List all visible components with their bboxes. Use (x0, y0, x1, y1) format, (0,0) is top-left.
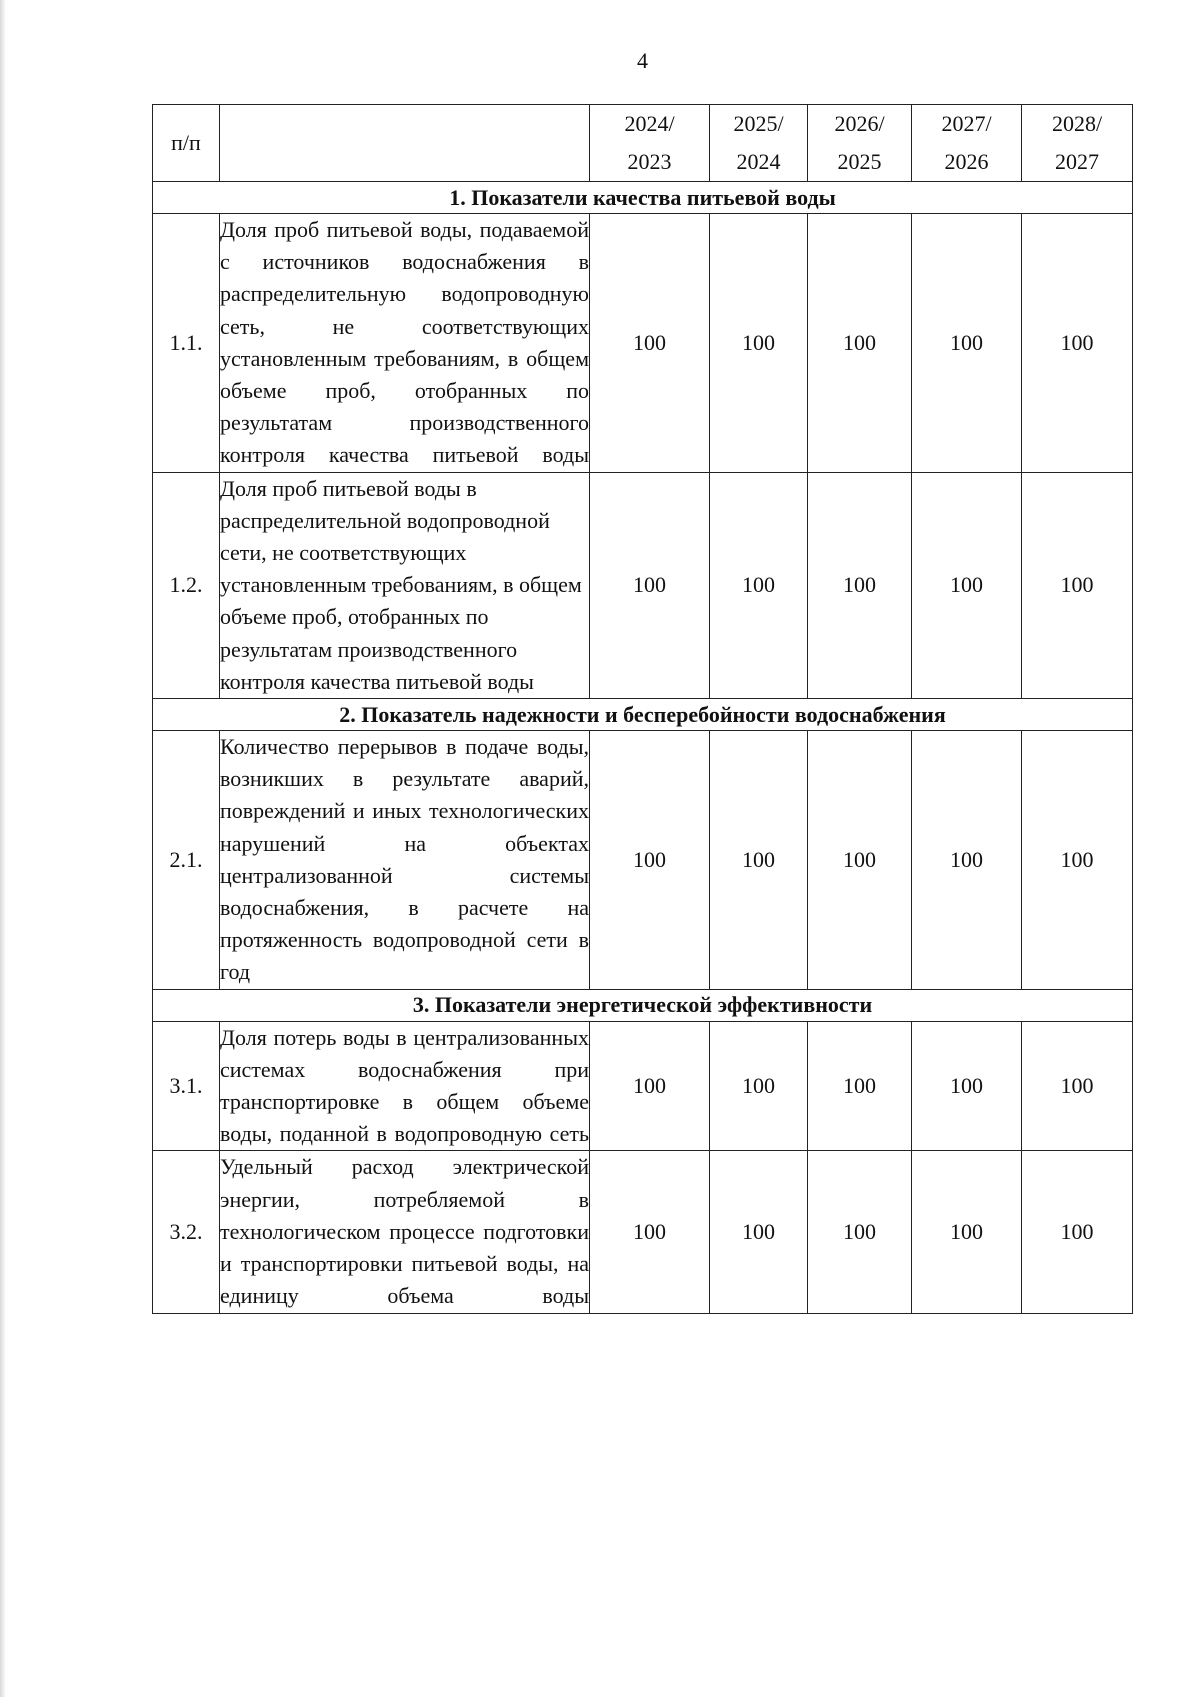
header-year: 2025/ 2024 (710, 105, 808, 182)
row-number: 1.2. (153, 472, 220, 698)
row-value: 100 (1022, 731, 1133, 990)
header-year: 2027/ 2026 (912, 105, 1022, 182)
section-heading: 2. Показатель надежности и бесперебойности водоснабжения (153, 699, 1133, 731)
header-name (220, 105, 590, 182)
row-name: Количество перерывов в подаче воды, возникших в результате аварий, повреждений и иных технологических нарушений на объектах централизованной системы водоснабжения, в расчете на протяженность водопроводной сети в год (220, 731, 590, 990)
row-name: Доля проб питьевой воды, подаваемой с источников водоснабжения в распределительную водопроводную сеть, не соответствующих установленным требованиям, в общем объеме проб, отобранных по результатам производственного контроля качества питьевой воды (220, 214, 590, 473)
header-year: 2028/ 2027 (1022, 105, 1133, 182)
row-value: 100 (590, 1021, 710, 1151)
section-heading: 1. Показатели качества питьевой воды (153, 182, 1133, 214)
table-row (153, 214, 1133, 473)
row-value: 100 (1022, 472, 1133, 698)
row-number: 3.2. (153, 1151, 220, 1313)
header-year: 2026/ 2025 (808, 105, 912, 182)
header-year: 2024/ 2023 (590, 105, 710, 182)
row-value: 100 (912, 214, 1022, 473)
row-value: 100 (590, 731, 710, 990)
row-number: 3.1. (153, 1021, 220, 1151)
row-value: 100 (1022, 1021, 1133, 1151)
row-number: 1.1. (153, 214, 220, 473)
row-value: 100 (590, 214, 710, 473)
row-value: 100 (710, 731, 808, 990)
row-value: 100 (808, 472, 912, 698)
page-number: 4 (637, 48, 648, 73)
scan-edge (0, 0, 6, 1697)
table-row (153, 1021, 1133, 1151)
row-value: 100 (808, 214, 912, 473)
table-row (153, 472, 1133, 698)
row-value: 100 (912, 731, 1022, 990)
header-num: п/п (153, 105, 220, 182)
row-value: 100 (1022, 1151, 1133, 1313)
row-value: 100 (912, 472, 1022, 698)
row-name: Доля потерь воды в централизованных системах водоснабжения при транспортировке в общем объеме воды, поданной в водопроводную сеть (220, 1021, 590, 1151)
row-value: 100 (912, 1021, 1022, 1151)
table-row (153, 731, 1133, 990)
table-row (153, 1151, 1133, 1313)
row-value: 100 (912, 1151, 1022, 1313)
row-value: 100 (710, 1021, 808, 1151)
row-value: 100 (808, 731, 912, 990)
section-heading: 3. Показатели энергетической эффективности (153, 989, 1133, 1021)
indicators-table (152, 104, 1133, 1314)
row-value: 100 (808, 1021, 912, 1151)
row-name: Удельный расход электрической энергии, потребляемой в технологическом процессе подготовки и транспортировки питьевой воды, на единицу объема воды (220, 1151, 590, 1313)
row-value: 100 (710, 1151, 808, 1313)
row-name: Доля проб питьевой воды в распределительной водопроводной сети, не соответствующих установленным требованиям, в общем объеме проб, отобранных по результатам производственного контроля качества питьевой воды (220, 472, 590, 698)
row-number: 2.1. (153, 731, 220, 990)
header-row (153, 105, 1133, 182)
row-value: 100 (710, 214, 808, 473)
row-value: 100 (710, 472, 808, 698)
row-value: 100 (808, 1151, 912, 1313)
row-value: 100 (1022, 214, 1133, 473)
row-value: 100 (590, 472, 710, 698)
row-value: 100 (590, 1151, 710, 1313)
